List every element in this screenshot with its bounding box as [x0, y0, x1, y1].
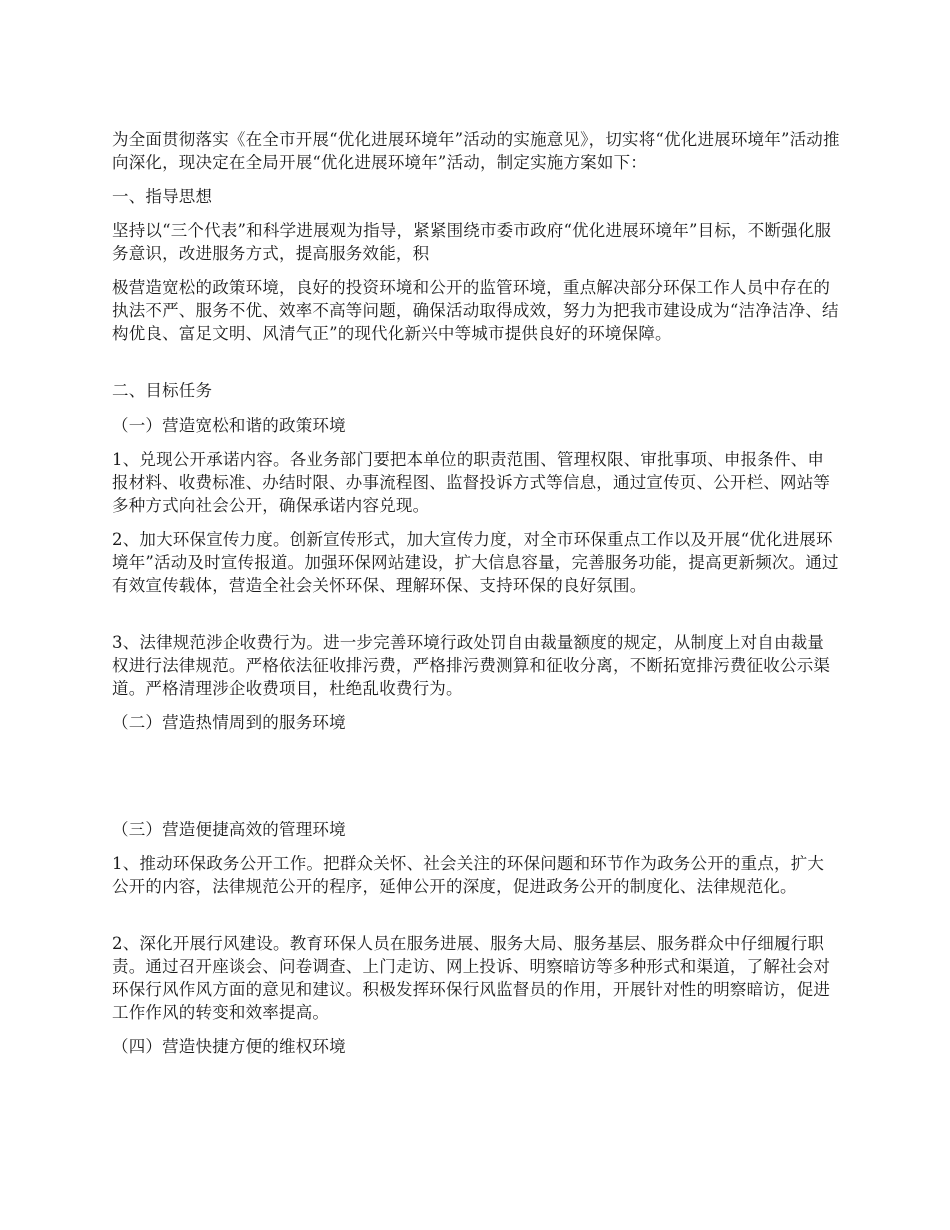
subsection-heading-management-environment: （三）营造便捷高效的管理环境 — [112, 820, 346, 839]
item-paragraph-open-government: 1、推动环保政务公开工作。把群众关怀、社会关注的环保问题和环节作为政务公开的重点，扩大公开的内容，法律规范公开的程序，延伸公开的深度，促进政务公开的制度化、法律规范化。 — [112, 854, 825, 896]
intro-paragraph: 为全面贯彻落实《在全市开展“优化进展环境年”活动的实施意见》，切实将“优化进展环境年”活动推向深化，现决定在全局开展“优化进展环境年”活动，制定实施方案如下： — [112, 130, 840, 172]
section-heading-goals: 二、目标任务 — [112, 381, 213, 400]
subsection-heading-rights-environment: （四）营造快捷方便的维权环境 — [112, 1037, 346, 1056]
item-paragraph-conduct: 2、深化开展行风建设。教育环保人员在服务进展、服务大局、服务基层、服务群众中仔细履行职责。通过召开座谈会、问卷调查、上门走访、网上投诉、明察暗访等多种形式和渠道，了解社会对环保行风作风方面的意见和建议。积极发挥环保行风监督员的作用，开展针对性的明察暗访，促进工作作风的转变和效率提高。 — [112, 934, 831, 1022]
subsection-heading-policy-environment: （一）营造宽松和谐的政策环境 — [112, 416, 346, 435]
item-paragraph-commitments: 1、兑现公开承诺内容。各业务部门要把本单位的职责范围、管理权限、审批事项、申报条件、申报材料、收费标准、办结时限、办事流程图、监督投诉方式等信息，通过宣传页、公开栏、网站等多种方式向社会公开，确保承诺内容兑现。 — [112, 450, 831, 515]
item-paragraph-publicity: 2、加大环保宣传力度。创新宣传形式，加大宣传力度，对全市环保重点工作以及开展“优化进展环境年”活动及时宣传报道。加强环保网站建设，扩大信息容量，完善服务功能，提高更新频次。通过有效宣传载体，营造全社会关怀环保、理解环保、支持环保的良好氛围。 — [112, 530, 839, 595]
section-heading-guiding-thought: 一、指导思想 — [112, 187, 213, 206]
subsection-heading-service-environment: （二）营造热情周到的服务环境 — [112, 713, 346, 732]
item-paragraph-fees: 3、法律规范涉企收费行为。进一步完善环境行政处罚自由裁量额度的规定，从制度上对自由裁量权进行法律规范。严格依法征收排污费，严格排污费测算和征收分离，不断拓宽排污费征收公示渠道。严格清理涉企收费项目，杜绝乱收费行为。 — [112, 633, 831, 698]
guiding-thought-continuation: 极营造宽松的政策环境，良好的投资环境和公开的监管环境，重点解决部分环保工作人员中存在的执法不严、服务不优、效率不高等问题，确保活动取得成效，努力为把我市建设成为“洁净洁净、结构优良、富足文明、风清气正”的现代化新兴中等城市提供良好的环境保障。 — [112, 278, 839, 343]
guiding-thought-paragraph: 坚持以“三个代表”和科学进展观为指导，紧紧围绕市委市政府“优化进展环境年”目标，不断强化服务意识，改进服务方式，提高服务效能，积 — [112, 221, 832, 263]
